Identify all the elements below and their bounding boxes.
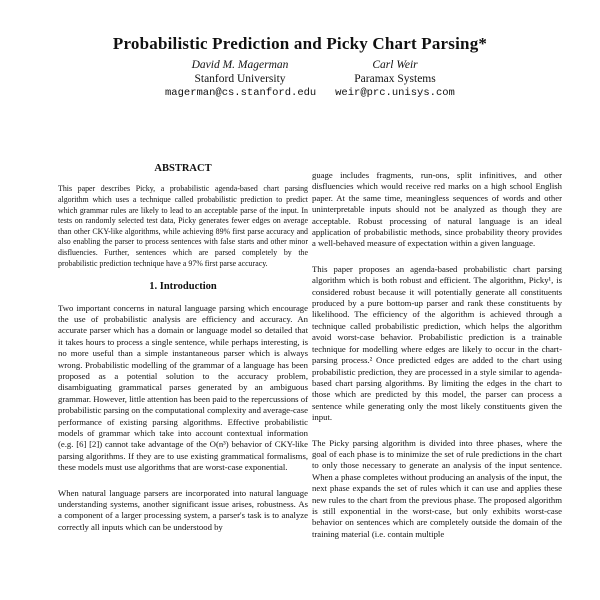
- section-heading-introduction: 1. Introduction: [149, 281, 217, 293]
- right-column: [312, 170, 562, 548]
- body-paragraph-3: The Picky parsing algorithm is divided into three phases, where the goal of each phase is to minimize the set of rule predictions in the chart to only those necessary to generate an analysis of the input sentence. When a phase completes without producing an analysis of the input, the next phase expands the set of rules which it can use and applies these new rules to the chart from the previous phase. The proposed algorithm is still exponential in the worst-case, but only exhibits worst-case behavior on sentences which are completely outside the domain of the training material (i.e. contain multiple: [312, 437, 562, 539]
- author-email: magerman@cs.stanford.edu: [165, 87, 317, 99]
- author-name: Carl Weir: [372, 59, 418, 71]
- intro-paragraph-1: Two important concerns in natural language parsing which encourage the use of probabilistic analysis are efficiency and accuracy. An accurate parser which has a domain or language model so detailed that it takes hours to process a single sentence, while perhaps interesting, is no more useful than a simple instantaneous parser which is always wrong. Probabilistic modelling of the grammar of a language has been proposed as a potential solution to the accuracy problem, disambiguating grammatical parses generated by an ambiguous grammar. However, little attention has been paid to the repercussions of probabilistic parsing on the computational complexity and average-case performance of existing parsing algorithms. Effective probabilistic models of grammar which take into account contextual information (e.g. [6] [2]) cannot take advantage of the O(n³) behavior of CKY-like parsing algorithms. If they are to use existing grammatical formalisms, these models must use algorithms that are worst-case exponential.: [58, 302, 308, 473]
- abstract: [58, 184, 308, 269]
- author-block-2: [325, 58, 465, 100]
- abstract-text: This paper describes Picky, a probabilistic agenda-based chart parsing algorithm which uses a technique called probabilistic prediction to predict which grammar rules are likely to lead to an acceptable parse of the input. In tests on randomly selected test data, Picky generates fewer edges on average than other CKY-like algorithms, while achieving 89% first parse accuracy and also enabling the parser to process sentences with false starts and other minor disfluencies. Further, sentences which are parsed completely by the probabilistic prediction technique have a 97% first parse accuracy.: [58, 184, 308, 268]
- intro-paragraph-2: When natural language parsers are incorporated into natural language understanding systems, another significant issue arises, robustness. As a component of a larger processing system, a parser's task is to analyze correctly all inputs which can be understood by: [58, 487, 308, 532]
- author-affiliation: Paramax Systems: [354, 73, 436, 85]
- left-column: [58, 155, 308, 541]
- abstract-heading: ABSTRACT: [154, 163, 212, 174]
- author-block-1: [165, 58, 315, 100]
- author-email: weir@prc.unisys.com: [335, 87, 455, 99]
- body-paragraph-2: This paper proposes an agenda-based probabilistic chart parsing algorithm which is both robust and efficient. The algorithm, Picky¹, is considered robust because it will potentially generate all constituents produced by a pure bottom-up parser and rank these constituents by likelihood. The efficiency of the algorithm is achieved through a technique called probabilistic prediction, which helps the algorithm avoid worst-case behavior. Probabilistic prediction is a trainable technique for modelling where edges are likely to occur in the chart-parsing process.² Once predicted edges are added to the chart using probabilistic prediction, they are processed in a style similar to agenda-based chart parsing algorithms. By limiting the edges in the chart to those which are predicted by this model, the parser can process a sentence while generating only the most likely constituents given the input.: [312, 263, 562, 423]
- author-name: David M. Magerman: [191, 59, 289, 71]
- paper-title: Probabilistic Prediction and Picky Chart Parsing*: [112, 34, 488, 53]
- author-affiliation: Stanford University: [194, 73, 286, 85]
- body-paragraph-1: guage includes fragments, run-ons, split infinitives, and other disfluencies which would receive red marks on a high school English paper. At the same time, meaningless sequences of words and other uninterpretable inputs should not be analyzed as though they are acceptable. Robust processing of natural language is an ideal application of probabilistic methods, since probability theory provides a well-behaved measure of expectation within a given language.: [312, 170, 562, 249]
